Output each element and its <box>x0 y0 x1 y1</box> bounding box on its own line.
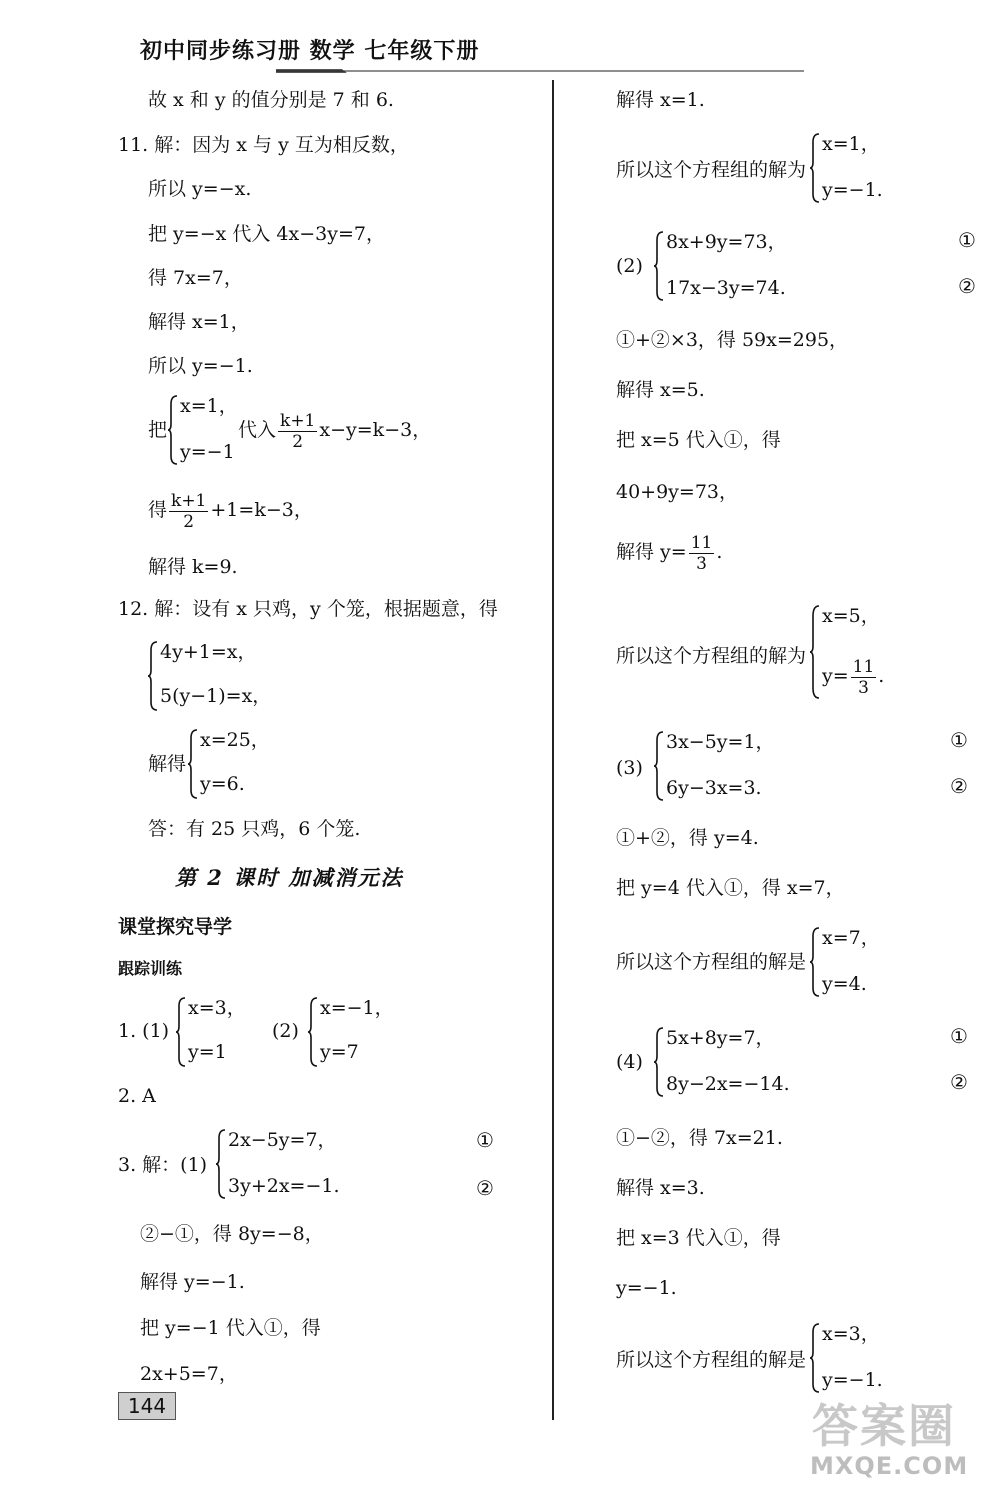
answer-line: ②−①，得 8y=−8， <box>140 1223 324 1245</box>
equation-system <box>654 730 834 802</box>
brace-icon <box>654 1026 664 1098</box>
part-label: (2) <box>616 255 643 277</box>
fraction-denominator: 3 <box>696 553 707 574</box>
equation-system <box>168 394 248 466</box>
answer-line: 所以 y=−x. <box>148 178 252 200</box>
answer-line-prefix: 所以这个方程组的解是 <box>616 1349 807 1371</box>
equation-marker: ① <box>476 1128 494 1152</box>
system-equation: 17x−3y=74. <box>666 277 786 299</box>
brace-icon <box>810 926 820 998</box>
fraction <box>169 491 208 532</box>
system-equation: 8y−2x=−14. <box>666 1073 790 1095</box>
equation-system <box>216 1128 376 1200</box>
watermark <box>790 1390 990 1490</box>
text-segment: y= <box>822 665 849 687</box>
question-11-title: 11. 解：因为 x 与 y 互为相反数， <box>118 134 409 156</box>
equation-marker: ② <box>950 774 968 798</box>
answer-line <box>148 486 313 534</box>
answer-line: 解得 y=−1. <box>140 1271 245 1293</box>
answer-line: 把 x=3 代入①，得 <box>616 1227 781 1249</box>
system-equation: 3x−5y=1， <box>666 731 775 753</box>
system-equation: x=25， <box>200 729 270 751</box>
system-equation: x=3， <box>822 1323 880 1345</box>
header-decorative-bar <box>100 68 980 74</box>
answer-line: 答：有 25 只鸡，6 个笼. <box>148 818 361 840</box>
system-equation: x=1， <box>180 395 238 417</box>
fraction <box>851 657 877 698</box>
brace-icon <box>176 996 186 1068</box>
watermark-logo-text: 答案圈 <box>812 1399 956 1453</box>
system-equation: 2x−5y=7， <box>228 1129 337 1151</box>
text-segment: . <box>716 541 723 563</box>
fraction-denominator: 3 <box>858 677 869 698</box>
answer-line: 把 x=5 代入①，得 <box>616 429 781 451</box>
system-equation: x=3， <box>188 997 246 1019</box>
system-equation: y=7 <box>320 1041 359 1063</box>
page-header <box>100 30 980 80</box>
system-equation: 8x+9y=73， <box>666 231 787 253</box>
equation-system <box>810 604 930 700</box>
answer-line-prefix: 3. 解：(1) <box>118 1154 208 1176</box>
text-segment: 代入 <box>238 419 277 441</box>
system-equation <box>822 652 884 700</box>
answer-line-prefix: 所以这个方程组的解为 <box>616 159 807 181</box>
system-equation: x=−1， <box>320 997 394 1019</box>
system-equation: y=4. <box>822 973 867 995</box>
page-number: 144 <box>118 1392 176 1420</box>
answer-line: 得 7x=7， <box>148 267 243 289</box>
equation-marker: ② <box>950 1070 968 1094</box>
part-label: (4) <box>616 1051 643 1073</box>
answer-line: 故 x 和 y 的值分别是 7 和 6. <box>148 89 394 111</box>
system-equation: y=−1. <box>822 1369 883 1391</box>
brace-icon <box>216 1128 226 1200</box>
equation-system <box>188 728 288 800</box>
equation-system <box>148 640 308 712</box>
watermark-url: MXQE.COM <box>810 1452 969 1480</box>
system-equation: 4y+1=x， <box>160 641 257 663</box>
answer-line: 解得 k=9. <box>148 556 238 578</box>
equation-system <box>654 1026 834 1098</box>
fraction <box>278 411 317 452</box>
equation-system <box>810 926 910 998</box>
fraction-denominator: 2 <box>183 511 195 532</box>
equation-system <box>176 996 266 1068</box>
equation-system <box>810 1322 910 1394</box>
system-equation: 5x+8y=7， <box>666 1027 775 1049</box>
system-equation: y=6. <box>200 773 245 795</box>
question-12-title: 12. 解：设有 x 只鸡，y 个笼，根据题意，得 <box>118 598 498 620</box>
text-segment: +1=k−3， <box>210 499 313 521</box>
equation-system <box>810 132 910 204</box>
equation-marker: ② <box>958 274 976 298</box>
system-equation: y=−1 <box>180 441 235 463</box>
answer-line-prefix: 1. (1) <box>118 1020 170 1042</box>
section-title: 第 2 课时 加减消元法 <box>175 865 404 890</box>
answer-line: 所以 y=−1. <box>148 355 253 377</box>
answer-line: 2x+5=7， <box>140 1363 238 1385</box>
equation-marker: ① <box>958 228 976 252</box>
answer-line: ①+②，得 y=4. <box>616 827 759 849</box>
brace-icon <box>168 394 178 466</box>
answer-line: 把 y=4 代入①，得 x=7， <box>616 877 845 899</box>
fraction-numerator: 11 <box>852 656 875 677</box>
text-segment: . <box>878 665 885 687</box>
subsection-label: 跟踪训练 <box>118 959 183 978</box>
brace-icon <box>654 230 664 302</box>
brace-icon <box>654 730 664 802</box>
answer-line: ①+②×3，得 59x=295， <box>616 329 849 351</box>
answer-line: 解得 x=5. <box>616 379 705 401</box>
answer-line: y=−1. <box>616 1277 677 1299</box>
answer-line-prefix: (2) <box>272 1020 299 1042</box>
fraction-numerator: k+1 <box>171 490 207 511</box>
answer-line-prefix: 所以这个方程组的解是 <box>616 951 807 973</box>
subsection-label: 课堂探究导学 <box>118 916 233 938</box>
equation-marker: ② <box>476 1176 494 1200</box>
answer-line: 2. A <box>118 1085 156 1107</box>
fraction-numerator: 11 <box>690 532 713 553</box>
system-equation: 3y+2x=−1. <box>228 1175 340 1197</box>
answer-line: 把 y=−1 代入①，得 <box>140 1317 321 1339</box>
equation-system <box>654 230 834 302</box>
text-segment: x−y=k−3， <box>319 419 432 441</box>
part-label: (3) <box>616 757 643 779</box>
equation-system <box>308 996 408 1068</box>
fraction <box>689 533 715 574</box>
fraction-denominator: 2 <box>292 431 304 452</box>
answer-line <box>616 528 722 576</box>
answer-line: 40+9y=73， <box>616 481 739 503</box>
text-segment: 解得 y= <box>616 541 687 563</box>
brace-icon <box>810 1322 820 1394</box>
answer-line: 解得 x=1. <box>616 89 705 111</box>
answer-line-prefix: 所以这个方程组的解为 <box>616 645 807 667</box>
system-equation: x=7， <box>822 927 880 949</box>
system-equation: 5(y−1)=x， <box>160 685 272 707</box>
column-divider <box>552 80 554 1420</box>
answer-line: ①−②，得 7x=21. <box>616 1127 783 1149</box>
brace-icon <box>308 996 318 1068</box>
equation-marker: ① <box>950 728 968 752</box>
book-title: 初中同步练习册 数学 七年级下册 <box>140 39 480 64</box>
brace-icon <box>810 132 820 204</box>
equation-marker: ① <box>950 1024 968 1048</box>
fraction-numerator: k+1 <box>280 410 316 431</box>
system-equation: 6y−3x=3. <box>666 777 762 799</box>
system-equation: x=5， <box>822 605 880 627</box>
brace-icon <box>188 728 198 800</box>
answer-line: 把 y=−x 代入 4x−3y=7， <box>148 223 385 245</box>
system-equation: y=1 <box>188 1041 227 1063</box>
answer-line: 解得 x=1， <box>148 311 250 333</box>
answer-line-prefix: 解得 <box>148 753 187 775</box>
text-segment: 得 <box>148 499 168 521</box>
substitution-expression <box>238 406 431 454</box>
system-equation: x=1， <box>822 133 880 155</box>
brace-icon <box>148 640 158 712</box>
brace-icon <box>810 604 820 700</box>
answer-line-prefix: 把 <box>148 419 168 441</box>
system-equation: y=−1. <box>822 179 883 201</box>
answer-line: 解得 x=3. <box>616 1177 705 1199</box>
